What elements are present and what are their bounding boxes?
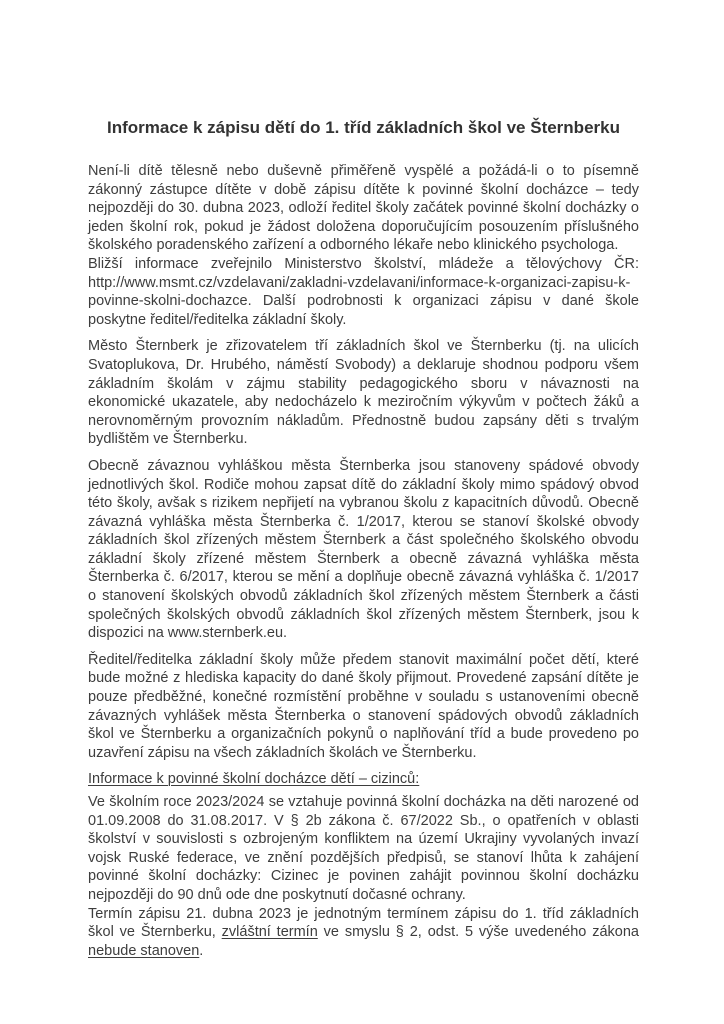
para-foreigners-attendance-text: Ve školním roce 2023/2024 se vztahuje povinná školní docházka na děti narozené od 01.09.2008 do 31.08.2017. V § 2b zákona č. 67/2022 Sb., o opatřeních v oblasti školství v souvislosti s ozbrojeným konfliktem na území Ukrajiny vyvolaných invazí vojsk Ruské federace, ve znění pozdějších předpisů, se stanoví lhůta k zahájení povinné školní docházky: Cizinec je povinen zahájit povinnou školní docházku nejpozději do 90 dnů ode dne poskytnutí dočasné ochrany.: [88, 794, 639, 903]
para-deferral-info-text: Není-li dítě tělesně nebo duševně přiměřeně vyspělé a požádá-li o to písemně zákonný zástupce dítěte v době zápisu dítěte k povinné školní docházce – tedy nejpozději do 30. dubna 2023, odloží ředitel školy začátek povinné školní docházky o jeden školní rok, pokud je žádost doložena doporučujícím posouzením příslušného školského poradenského zařízení a odborného lékaře nebo klinického psychologa.: [88, 163, 639, 254]
heading-foreigners-attendance-text: Informace k povinné školní docházce dětí – cizinců:: [88, 771, 420, 788]
document-body: [88, 162, 639, 960]
para-school-districts-text: Obecně závaznou vyhláškou města Šternberka jsou stanoveny spádové obvody jednotlivých škol. Rodiče mohou zapsat dítě do základní školy mimo spádový obvod této školy, avšak s rizikem nepřijetí na vybranou školu z kapacitních důvodů. Obecně závazná vyhláška města Šternberka č. 1/2017, kterou se stanoví školské obvody základních škol zřízených městem Šternberk a část společného školského obvodu základní školy zřízené městem Šternberk a obecně závazná vyhláška města Šternberka č. 6/2017, kterou se mění a doplňuje obecně závazná vyhláška č. 1/2017 o stanovení školských obvodů základních škol zřízených městem Šternberk a části společných školských obvodů základních škol zřízených městem Šternberk, jsou k dispozici na www.sternberk.eu.: [88, 457, 639, 642]
para-foreigners-attendance: [88, 793, 639, 960]
para-capacity-info-text: Ředitel/ředitelka základní školy může předem stanovit maximální počet dětí, které bude možné z hlediska kapacity do dané školy přijmout. Provedené zapsání dítěte je pouze předběžné, konečné rozmístění proběhne v souladu s ustanoveními obecně závazných vyhlášek města Šternberka o stanovení spádových obvodů základních škol ve Šternberku a organizačních pokynů o naplňování tříd a bude provedeno po uzavření zápisu na všech základních školách ve Šternberku.: [88, 651, 639, 761]
para-capacity-info: [88, 651, 639, 763]
heading-foreigners-attendance: [88, 770, 639, 789]
para-deferral-info-text: Bližší informace zveřejnilo Ministerstvo školství, mládeže a tělovýchovy ČR: http://www.msmt.cz/vzdelavani/zakladni-vzdelavani/informace-k-organizaci-zapisu-k-povinne-skolni-dochazce. Další podrobnosti k organizaci zápisu v dané škole poskytne ředitel/ředitelka základní školy.: [88, 255, 639, 328]
para-school-districts: [88, 457, 639, 643]
document-content: [88, 117, 639, 968]
document-title: Informace k zápisu dětí do 1. tříd základních škol ve Šternberku: [107, 118, 620, 137]
para-city-founder: [88, 337, 639, 449]
para-deferral-info: [88, 162, 639, 329]
para-city-founder-text: Město Šternberk je zřizovatelem tří základních škol ve Šternberku (tj. na ulicích Svatoplukova, Dr. Hrubého, náměstí Svobody) a deklaruje shodnou podporu všem základním školám v zájmu stability pedagogického sboru v návaznosti na ekonomické ukazatele, aby nedocházelo k meziročním výkyvům v počtech žáků a nerovnoměrným provozním nákladům. Přednostně budou zapsány děti s trvalým bydlištěm ve Šternberku.: [88, 338, 639, 448]
para-foreigners-attendance-text: Termín zápisu 21. dubna 2023 je jednotným termínem zápisu do 1. tříd základních škol ve Šternberku, zvláštní termín ve smyslu § 2, odst. 5 výše uvedeného zákona nebude stanoven.: [88, 905, 639, 959]
